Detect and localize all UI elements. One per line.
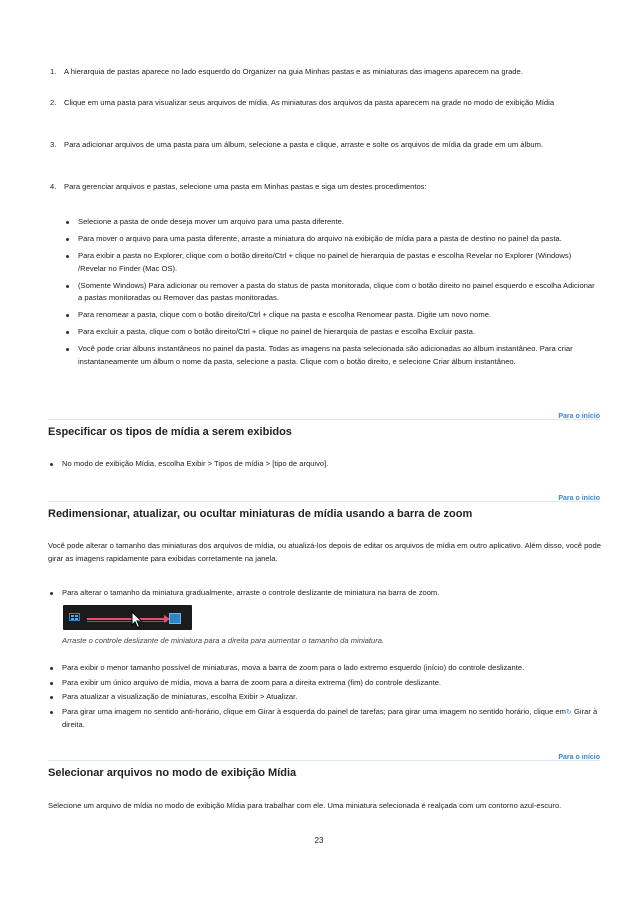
list-item: No modo de exibição Mídia, escolha Exibir > Tipos de mídia > [tipo de arquivo].: [48, 458, 588, 471]
list-item: Para atualizar a visualização de miniaturas, escolha Exibir > Atualizar.: [48, 691, 600, 704]
list-item: Para mover o arquivo para uma pasta diferente, arraste a miniatura do arquivo na exibição de mídia para a pasta de destino no painel da pasta.: [64, 233, 600, 246]
list-item: Selecione a pasta de onde deseja mover um arquivo para uma pasta diferente.: [64, 216, 600, 229]
section-heading: Especificar os tipos de mídia a serem exibidos: [48, 426, 292, 438]
step-text: Para adicionar arquivos de uma pasta para um álbum, selecione a pasta e clique, arraste e solte os arquivos de mídia da grade em um álbum.: [64, 140, 544, 149]
step-number: 2.: [50, 98, 57, 107]
list-item: [48, 706, 600, 732]
divider: [48, 501, 600, 502]
step-item: [50, 66, 614, 79]
step-text: Para gerenciar arquivos e pastas, selecione uma pasta em Minhas pastas e siga um destes procedimentos:: [64, 182, 427, 191]
back-to-top-link[interactable]: Para o início: [558, 413, 600, 420]
zoom-bar-image: [63, 605, 192, 630]
section-heading: Redimensionar, atualizar, ou ocultar miniaturas de mídia usando a barra de zoom: [48, 508, 473, 520]
section-heading: Selecionar arquivos no modo de exibição Mídia: [48, 767, 297, 779]
page-number: 23: [314, 836, 324, 845]
step-item: [50, 97, 614, 110]
list-item: Para exibir a pasta no Explorer, clique com o botão direito/Ctrl + clique no painel de hierarquia de pastas e escolha Revelar no Explorer (Windows) /Revelar no Finder (Mac OS).: [64, 250, 600, 275]
step-item: [50, 181, 614, 194]
rotate-right-icon: ↻: [565, 708, 572, 716]
step-number: 4.: [50, 182, 57, 191]
divider: [48, 760, 600, 761]
zoom-options-list: [48, 662, 600, 736]
figure-caption: Arraste o controle deslizante de miniatura para a direita para aumentar o tamanho da miniatura.: [62, 636, 385, 645]
rotate-text-end: Girar à direita.: [62, 706, 598, 730]
list-item: Para alterar o tamanho da miniatura gradualmente, arraste o controle deslizante de miniatura na barra de zoom.: [48, 587, 588, 600]
list-item: (Somente Windows) Para adicionar ou remover a pasta do status de pasta monitorada, clique com o botão direito no painel esquerdo e escolha Adicionar a pastas monitoradas ou Remover das pastas monitoradas.: [64, 280, 600, 305]
step-item: [50, 139, 614, 152]
step-number: 3.: [50, 140, 57, 149]
list-item: Para exibir o menor tamanho possível de miniaturas, mova a barra de zoom para o lado extremo esquerdo (início) do controle deslizante.: [48, 662, 600, 675]
large-thumbnail-icon: [169, 613, 181, 624]
list-item: Você pode criar álbuns instantâneos no painel da pasta. Todas as imagens na pasta selecionada são adicionadas ao álbum instantâneo. Para criar instantaneamente um álbum o nome da pasta, selecione a pasta. Clique com o botão direito, e selecione Criar álbum instantâneo.: [64, 343, 600, 368]
section-intro: Selecione um arquivo de mídia no modo de exibição Mídia para trabalhar com ele. Uma miniatura selecionada é realçada com um contorno azul-escuro.: [48, 801, 562, 810]
small-thumbnails-icon: [69, 613, 80, 621]
procedures-list: [64, 216, 600, 373]
back-to-top-link[interactable]: Para o início: [558, 754, 600, 761]
list-item: Para excluir a pasta, clique com o botão direito/Ctrl + clique no painel de hierarquia de pastas e escolha Excluir pasta.: [64, 326, 600, 339]
step-text: A hierarquia de pastas aparece no lado esquerdo do Organizer na guia Minhas pastas e as miniaturas das imagens aparecem na grade.: [64, 67, 523, 76]
step-number: 1.: [50, 67, 57, 76]
list-item: Para exibir um único arquivo de mídia, mova a barra de zoom para a direita extrema (fim) do controle deslizante.: [48, 677, 600, 690]
drag-arrow-icon: [87, 618, 165, 620]
back-to-top-link[interactable]: Para o início: [558, 495, 600, 502]
divider: [48, 419, 600, 420]
zoom-bar-list: [48, 587, 588, 604]
list-item: Para renomear a pasta, clique com o botão direito/Ctrl + clique na pasta e escolha Renomear pasta. Digite um novo nome.: [64, 309, 600, 322]
rotate-text: Para girar uma imagem no sentido anti-horário, clique em Girar à esquerda do painel de tarefas; para girar uma imagem no sentido horário, clique em: [62, 706, 566, 716]
section-intro: Você pode alterar o tamanho das miniaturas dos arquivos de mídia, ou atualizá-los depois de editar os arquivos de mídia em outro aplicativo. Além disso, você pode girar as imagens rapidamente para exibidas corretamente na janela.: [48, 541, 601, 563]
step-text: Clique em uma pasta para visualizar seus arquivos de mídia. As miniaturas dos arquivos da pasta aparecem na grade no modo de exibição Mídia: [64, 98, 555, 107]
cursor-icon: [131, 611, 145, 629]
media-types-list: [48, 458, 588, 475]
zoom-slider-track: [87, 621, 167, 622]
